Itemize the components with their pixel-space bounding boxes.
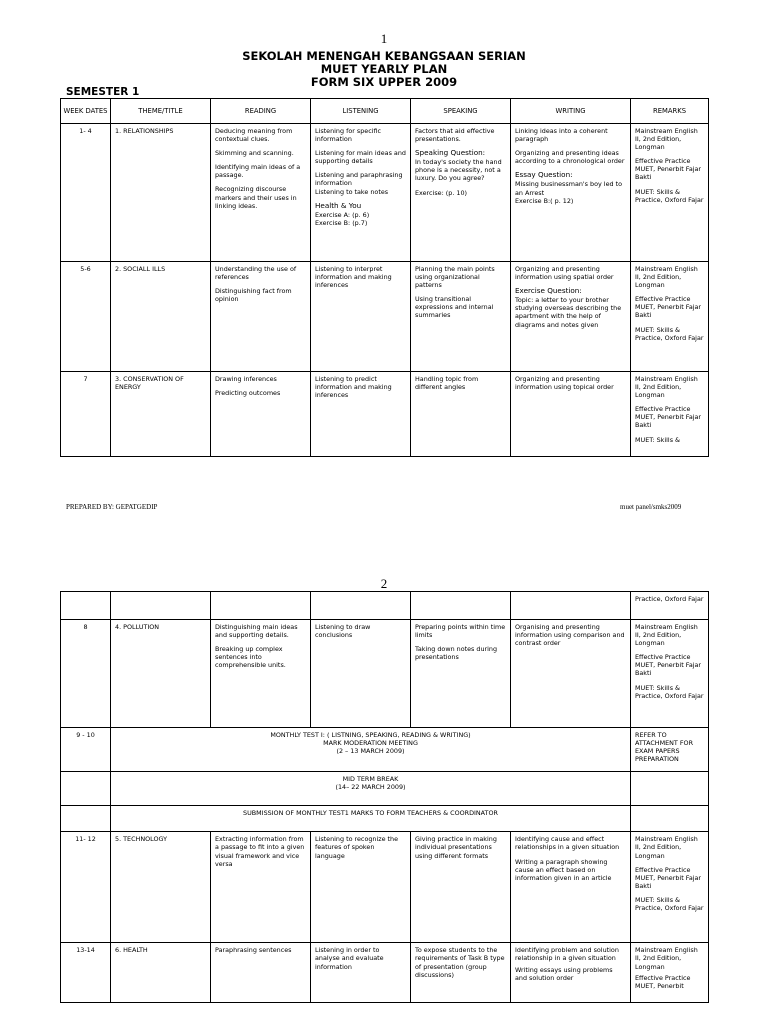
table-row bbox=[61, 832, 709, 943]
empty-cell bbox=[631, 772, 709, 806]
empty-cell bbox=[411, 592, 511, 620]
empty-cell bbox=[61, 772, 111, 806]
week-cell: 13-14 bbox=[61, 943, 111, 1003]
theme-cell: 2. SOCIALL ILLS bbox=[111, 262, 211, 372]
monthly-test-cell: MONTHLY TEST I: ( LISTNING, SPEAKING, READING & WRITING) MARK MODERATION MEETING (2 – 13 MARCH 2009) bbox=[111, 728, 631, 772]
theme-cell: 4. POLLUTION bbox=[111, 620, 211, 728]
empty-cell bbox=[61, 592, 111, 620]
remarks-cell: Mainstream English II, 2nd Edition, Longman Effective Practice MUET, Penerbit Fajar Bakti MUET: Skills & Practice, Oxford Fajar bbox=[631, 262, 709, 372]
remarks-cell: Mainstream English II, 2nd Edition, Longman Effective Practice MUET, Penerbit Fajar Bakti MUET: Skills & Practice, Oxford Fajar bbox=[631, 620, 709, 728]
listening-cell: Listening for specific information Listening for main ideas and supporting details Listening and paraphrasing information Listening to take notes Health & You Exercise A: (p. 6) Exercise B: (p.7) bbox=[311, 124, 411, 262]
table-row bbox=[61, 943, 709, 1003]
remarks-cell: REFER TO ATTACHMENT FOR EXAM PAPERS PREPARATION bbox=[631, 728, 709, 772]
week-cell: 1- 4 bbox=[61, 124, 111, 262]
table-row bbox=[61, 728, 709, 772]
form-title: FORM SIX UPPER 2009 bbox=[310, 75, 458, 89]
reading-cell: Extracting information from a passage to fit into a given visual framework and vice versa bbox=[211, 832, 311, 943]
column-header: WEEK DATES bbox=[61, 99, 111, 124]
table-row bbox=[61, 620, 709, 728]
writing-cell: Identifying cause and effect relationships in a given situation Writing a paragraph showing cause an effect based on information given in an article bbox=[511, 832, 631, 943]
submission-cell: SUBMISSION OF MONTHLY TEST1 MARKS TO FORM TEACHERS & COORDINATOR bbox=[111, 806, 631, 832]
yearly-plan-table-page2 bbox=[60, 591, 709, 1003]
empty-cell bbox=[311, 592, 411, 620]
empty-cell bbox=[631, 806, 709, 832]
mid-term-break-cell: MID TERM BREAK (14– 22 MARCH 2009) bbox=[111, 772, 631, 806]
table-row bbox=[61, 806, 709, 832]
semester-label: SEMESTER 1 bbox=[66, 86, 140, 98]
remarks-cell: Mainstream English II, 2nd Edition, Longman Effective Practice MUET, Penerbit bbox=[631, 943, 709, 1003]
column-header: SPEAKING bbox=[411, 99, 511, 124]
week-cell: 7 bbox=[61, 372, 111, 457]
week-cell: 5-6 bbox=[61, 262, 111, 372]
empty-cell bbox=[511, 592, 631, 620]
table-row bbox=[61, 372, 709, 457]
reading-cell: Distinguishing main ideas and supporting details. Breaking up complex sentences into comprehensible units. bbox=[211, 620, 311, 728]
remarks-cell: Mainstream English II, 2nd Edition, Longman Effective Practice MUET, Penerbit Fajar Bakti MUET: Skills & Practice, Oxford Fajar bbox=[631, 832, 709, 943]
remarks-cell: Practice, Oxford Fajar bbox=[631, 592, 709, 620]
theme-cell: 1. RELATIONSHIPS bbox=[111, 124, 211, 262]
writing-cell: Identifying problem and solution relationship in a given situation Writing essays using problems and solution order bbox=[511, 943, 631, 1003]
listening-cell: Listening in order to analyse and evaluate information bbox=[311, 943, 411, 1003]
footer-panel: muet panel/smks2009 bbox=[620, 503, 682, 511]
writing-cell: Linking ideas into a coherent paragraph Organizing and presenting ideas according to a chronological order Essay Question: Missing businessman's boy led to an Arrest Exercise B:( p. 12) bbox=[511, 124, 631, 262]
footer-prepared-by: PREPARED BY: GEPATGEDIP bbox=[66, 503, 158, 511]
speaking-cell: Handling topic from different angles bbox=[411, 372, 511, 457]
listening-cell: Listening to draw conclusions bbox=[311, 620, 411, 728]
reading-cell: Understanding the use of references Distinguishing fact from opinion bbox=[211, 262, 311, 372]
remarks-cell: Mainstream English II, 2nd Edition, Longman Effective Practice MUET, Penerbit Fajar Bakti MUET: Skills & bbox=[631, 372, 709, 457]
empty-cell bbox=[211, 592, 311, 620]
week-cell: 9 - 10 bbox=[61, 728, 111, 772]
page-number: 1 bbox=[380, 31, 388, 46]
writing-cell: Organizing and presenting information using topical order bbox=[511, 372, 631, 457]
column-header: READING bbox=[211, 99, 311, 124]
table-header-row bbox=[61, 99, 709, 124]
plan-title: MUET YEARLY PLAN bbox=[320, 62, 448, 76]
column-header: REMARKS bbox=[631, 99, 709, 124]
empty-cell bbox=[61, 806, 111, 832]
column-header: LISTENING bbox=[311, 99, 411, 124]
column-header: THEME/TITLE bbox=[111, 99, 211, 124]
school-name: SEKOLAH MENENGAH KEBANGSAAN SERIAN bbox=[242, 49, 526, 63]
week-cell: 11- 12 bbox=[61, 832, 111, 943]
speaking-cell: Planning the main points using organizational patterns Using transitional expressions and internal summaries bbox=[411, 262, 511, 372]
theme-cell: 6. HEALTH bbox=[111, 943, 211, 1003]
reading-cell: Deducing meaning from contextual clues. Skimming and scanning. Identifying main ideas of a passage. Recognizing discourse markers and their uses in linking ideas. bbox=[211, 124, 311, 262]
writing-cell: Organising and presenting information using comparison and contrast order bbox=[511, 620, 631, 728]
column-header: WRITING bbox=[511, 99, 631, 124]
writing-cell: Organizing and presenting information using spatial order Exercise Question: Topic: a letter to your brother studying overseas describing the apartment with the help of diagrams and notes given bbox=[511, 262, 631, 372]
week-cell: 8 bbox=[61, 620, 111, 728]
theme-cell: 3. CONSERVATION OF ENERGY bbox=[111, 372, 211, 457]
listening-cell: Listening to predict information and making inferences bbox=[311, 372, 411, 457]
theme-cell: 5. TECHNOLOGY bbox=[111, 832, 211, 943]
remarks-cell: Mainstream English II, 2nd Edition, Longman Effective Practice MUET, Penerbit Fajar Bakti MUET: Skills & Practice, Oxford Fajar bbox=[631, 124, 709, 262]
speaking-cell: Preparing points within time limits Taking down notes during presentations bbox=[411, 620, 511, 728]
empty-cell bbox=[111, 592, 211, 620]
table-row bbox=[61, 772, 709, 806]
table-row bbox=[61, 592, 709, 620]
listening-cell: Listening to recognize the features of spoken language bbox=[311, 832, 411, 943]
table-row bbox=[61, 262, 709, 372]
listening-cell: Listening to interpret information and making inferences bbox=[311, 262, 411, 372]
speaking-cell: Giving practice in making individual presentations using different formats bbox=[411, 832, 511, 943]
speaking-cell: Factors that aid effective presentations. Speaking Question: In today's society the hand phone is a necessity, not a luxury. Do you agree? Exercise: (p. 10) bbox=[411, 124, 511, 262]
reading-cell: Drawing inferences Predicting outcomes bbox=[211, 372, 311, 457]
yearly-plan-table-page1 bbox=[60, 98, 709, 457]
speaking-cell: To expose students to the requirements of Task B type of presentation (group discussions) bbox=[411, 943, 511, 1003]
page-number: 2 bbox=[380, 576, 388, 591]
reading-cell: Paraphrasing sentences bbox=[211, 943, 311, 1003]
table-row bbox=[61, 124, 709, 262]
